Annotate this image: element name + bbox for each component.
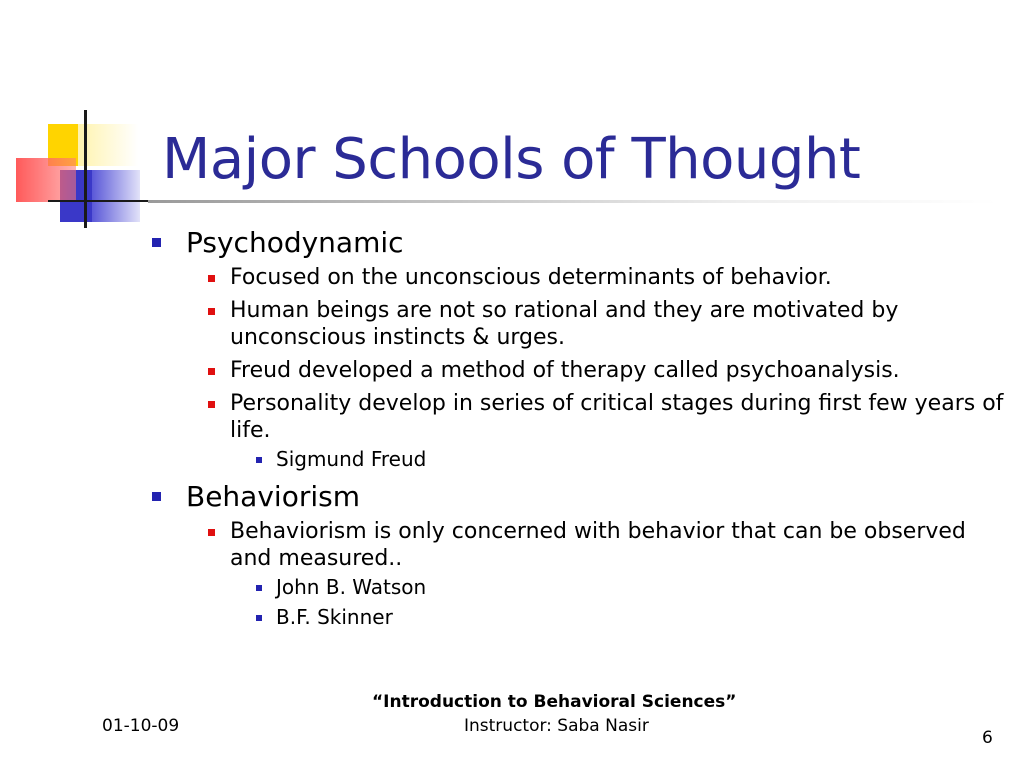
section-psychodynamic [146,226,1006,472]
bullet-point [186,518,1006,630]
square-bullet-icon [208,368,215,375]
square-bullet-icon [208,401,215,408]
bullet-text: Behaviorism is only concerned with behavior that can be observed and measured.. [230,519,966,571]
section-heading: Behaviorism [186,480,360,513]
footer-instructor: Instructor: Saba Nasir [464,716,649,736]
bullet-point [186,390,1006,472]
square-bullet-icon [256,457,262,463]
sub-points [230,574,1006,630]
sub-bullet-text: Sigmund Freud [276,447,427,471]
sub-bullet-text: John B. Watson [276,575,427,599]
section-points [186,518,1006,630]
decor-red-square [16,158,76,202]
sub-bullet-point [230,604,1006,630]
sub-bullet-point [230,574,1006,600]
title-underline [148,200,998,203]
bullet-point [186,297,1006,351]
square-bullet-icon [152,238,161,247]
bullet-point [186,357,1006,384]
decor-blue-fade [92,170,140,222]
sub-bullet-text: B.F. Skinner [276,605,393,629]
square-bullet-icon [152,492,161,501]
section-heading: Psychodynamic [186,226,404,259]
square-bullet-icon [256,615,262,621]
bullet-point [186,264,1006,291]
bullet-text: Freud developed a method of therapy called psychoanalysis. [230,358,900,383]
decor-horizontal-line [48,200,148,202]
sub-points [230,446,1006,472]
bullet-list [146,224,1006,636]
bullet-text: Human beings are not so rational and they are motivated by unconscious instincts & urges. [230,298,899,350]
square-bullet-icon [208,308,215,315]
sub-bullet-point [230,446,1006,472]
page-number: 6 [982,728,993,748]
bullet-text: Focused on the unconscious determinants of behavior. [230,265,832,290]
footer-course-title: “Introduction to Behavioral Sciences” [372,692,737,712]
square-bullet-icon [208,529,215,536]
section-behaviorism [146,480,1006,630]
square-bullet-icon [208,275,215,282]
footer-date: 01-10-09 [102,716,180,736]
decor-yellow-fade [78,124,138,166]
square-bullet-icon [256,585,262,591]
decor-vertical-line [84,110,87,228]
section-points [186,264,1006,472]
bullet-text: Personality develop in series of critical stages during first few years of life. [230,391,1004,443]
slide-title: Major Schools of Thought [162,127,861,192]
